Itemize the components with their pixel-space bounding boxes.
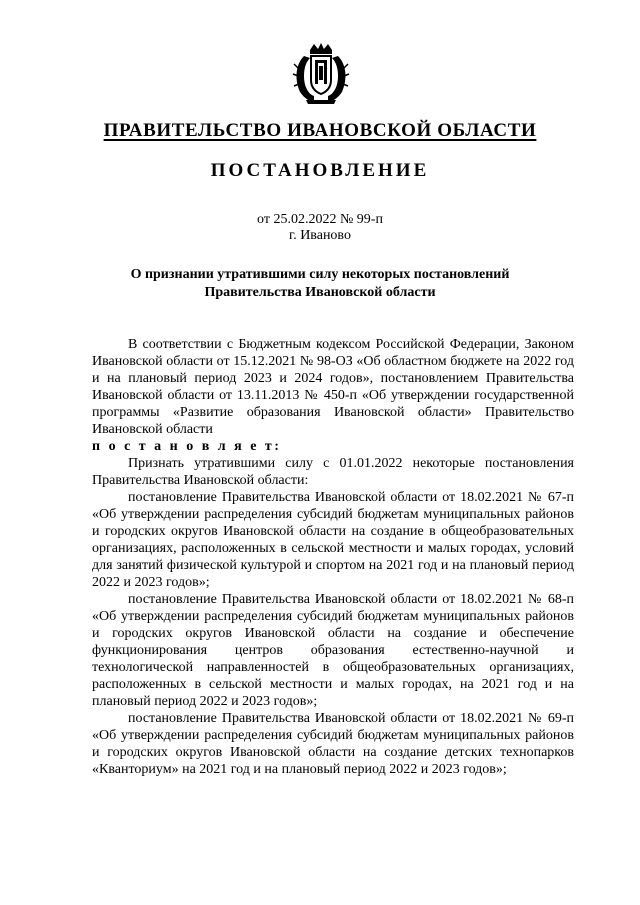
document-type: ПОСТАНОВЛЕНИЕ xyxy=(210,160,430,181)
coat-of-arms-icon xyxy=(292,42,350,106)
intro-paragraph: Признать утратившими силу с 01.01.2022 некоторые постановления Правительства Ивановской области: xyxy=(92,456,574,488)
list-item: постановление Правительства Ивановской области от 18.02.2021 № 69-п «Об утверждении распределения субсидий бюджетам муниципальных районов и городских округов Ивановской области на создание детских технопарков «Кванториум» на 2021 год и на плановый период 2022 и 2023 годов»; xyxy=(92,711,574,777)
government-name: ПРАВИТЕЛЬСТВО ИВАНОВСКОЙ ОБЛАСТИ xyxy=(103,120,537,141)
city: г. Иваново xyxy=(289,228,351,243)
coat-of-arms-emblem xyxy=(292,42,350,106)
document-body xyxy=(92,336,574,778)
list-item: постановление Правительства Ивановской области от 18.02.2021 № 68-п «Об утверждении распределения субсидий бюджетам муниципальных районов и городских округов Ивановской области на создание и обеспечение функционирования центров образования естественно-научной и технологической направленностей в общеобразовательных организациях, расположенных в сельской местности и малых городах, на 2021 год и на плановый период 2022 и 2023 годов»; xyxy=(92,592,574,709)
title-line-1: О признании утратившими силу некоторых постановлений xyxy=(130,267,510,282)
date-number: от 25.02.2022 № 99-п xyxy=(257,212,383,227)
resolves-word: п о с т а н о в л я е т: xyxy=(92,439,282,454)
document-title xyxy=(60,266,580,302)
resolves-line xyxy=(92,438,574,455)
list-item: постановление Правительства Ивановской области от 18.02.2021 № 67-п «Об утверждении распределения субсидий бюджетам муниципальных районов и городских округов Ивановской области на создание в общеобразовательных организациях, расположенных в сельской местности и малых городах, условий для занятий физической культурой и спортом на 2021 год и на плановый период 2022 и 2023 годов»; xyxy=(92,490,574,590)
date-block xyxy=(0,212,640,244)
title-line-2: Правительства Ивановской области xyxy=(204,285,436,300)
preamble-paragraph: В соответствии с Бюджетным кодексом Российской Федерации, Законом Ивановской области от 15.12.2021 № 98-ОЗ «Об областном бюджете на 2022 год и на плановый период 2023 и 2024 годов», постановлением Правительства Ивановской области от 13.11.2013 № 450-п «Об утверждении государственной программы «Развитие образования Ивановской области» Правительство Ивановской области xyxy=(92,337,574,437)
